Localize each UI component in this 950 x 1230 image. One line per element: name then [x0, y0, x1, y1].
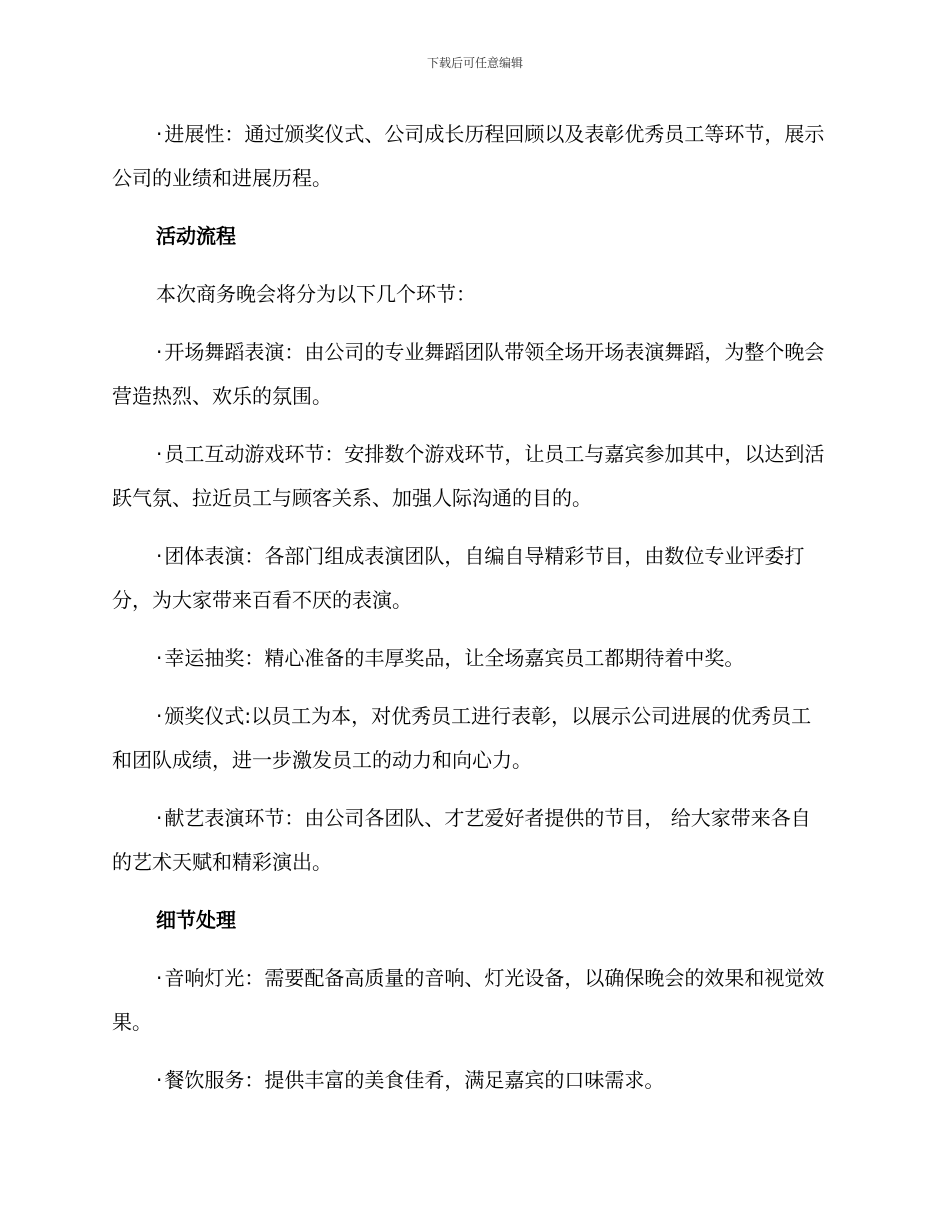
section-heading-details: 细节处理	[156, 908, 236, 932]
paragraph-text: 幸运抽奖：精心准备的丰厚奖品，让全场嘉宾员工都期待着中奖。	[164, 646, 745, 670]
bullet-mark: ·	[156, 442, 163, 466]
bullet-mark: ·	[156, 646, 163, 670]
paragraph-group-performance	[112, 534, 828, 622]
bullet-mark: ·	[156, 966, 163, 990]
paragraph-intro	[112, 272, 828, 316]
paragraph-award-ceremony	[112, 694, 828, 782]
bullet-mark: ·	[156, 544, 163, 568]
paragraph-audio-lighting	[112, 956, 828, 1044]
paragraph-text: 进展性：通过颁奖仪式、公司成长历程回顾以及表彰优秀员工等环节，展示公司的业绩和进展历程。	[112, 122, 825, 190]
document-body	[112, 112, 828, 1116]
paragraph-progress	[112, 112, 828, 200]
paragraph-interactive-games	[112, 432, 828, 520]
paragraph-opening-dance	[112, 330, 828, 418]
paragraph-catering	[112, 1058, 828, 1102]
bullet-mark: ·	[156, 340, 163, 364]
bullet-mark: ·	[156, 704, 163, 728]
paragraph-text: 餐饮服务：提供丰富的美食佳肴，满足嘉宾的口味需求。	[164, 1068, 665, 1092]
paragraph-text: 音响灯光：需要配备高质量的音响、灯光设备，以确保晚会的效果和视觉效果。	[112, 966, 825, 1034]
paragraph-text: 员工互动游戏环节：安排数个游戏环节，让员工与嘉宾参加其中，以达到活跃气氛、拉近员工与顾客关系、加强人际沟通的目的。	[112, 442, 825, 510]
section-heading-activity-flow: 活动流程	[156, 224, 236, 248]
bullet-mark: ·	[156, 806, 163, 830]
bullet-mark: ·	[156, 122, 163, 146]
paragraph-text: 颁奖仪式:以员工为本，对优秀员工进行表彰，以展示公司进展的优秀员工和团队成绩，进一步激发员工的动力和向心力。	[112, 704, 812, 772]
paragraph-text: 团体表演：各部门组成表演团队，自编自导精彩节目，由数位专业评委打分，为大家带来百看不厌的表演。	[112, 544, 805, 612]
paragraph-lucky-draw	[112, 636, 828, 680]
paragraph-text: 本次商务晚会将分为以下几个环节：	[156, 282, 476, 306]
paragraph-talent-show	[112, 796, 828, 884]
paragraph-text: 献艺表演环节：由公司各团队、才艺爱好者提供的节目， 给大家带来各自的艺术天赋和精彩演出。	[112, 806, 811, 874]
bullet-mark: ·	[156, 1068, 163, 1092]
header-note: 下载后可任意编辑	[426, 56, 523, 70]
paragraph-text: 开场舞蹈表演：由公司的专业舞蹈团队带领全场开场表演舞蹈，为整个晚会营造热烈、欢乐的氛围。	[112, 340, 825, 408]
